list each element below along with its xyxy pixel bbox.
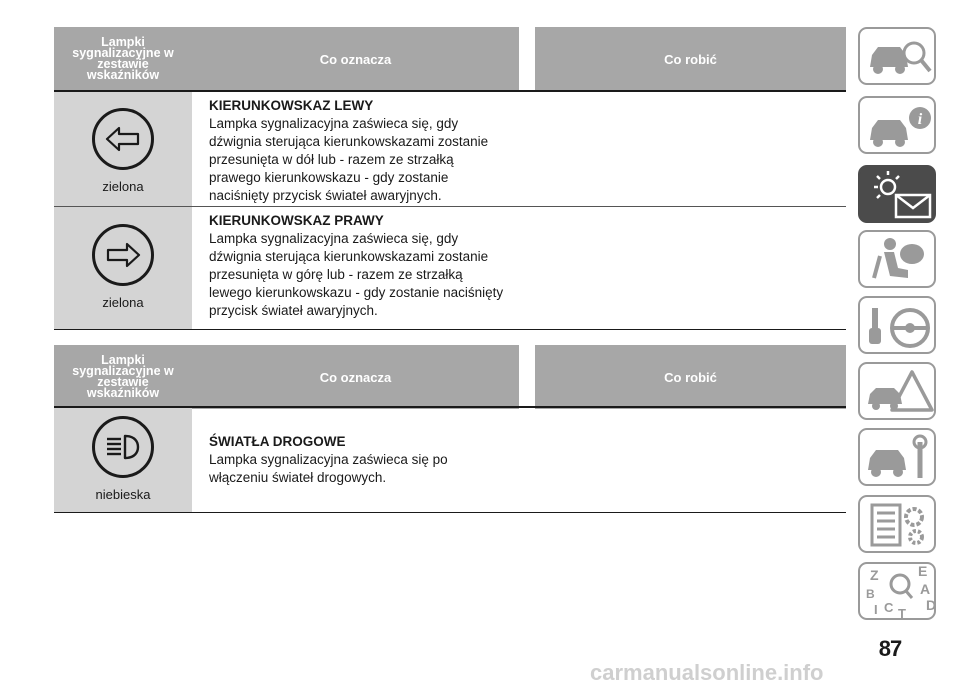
table-header [54,27,846,91]
table-row [54,408,846,512]
index-letter: E [918,564,928,579]
tab-warning-lights[interactable] [858,165,936,223]
tab-emergency[interactable] [858,362,936,420]
table-bottom-rule [54,512,846,513]
row-title: KIERUNKOWSKAZ LEWY [209,98,374,113]
index-letter: C [884,600,894,615]
car-accident-warning-icon [860,364,938,422]
header-lamps [54,345,192,409]
car-wrench-icon [860,430,938,488]
index-letter: Z [870,567,879,583]
header-lamps [54,27,192,91]
tab-technical-data[interactable] [858,495,936,553]
tab-index[interactable] [858,562,936,620]
index-letter: I [874,602,878,617]
row-text: Lampka sygnalizacyjna zaświeca się po włączeniu świateł drogowych. [209,452,448,485]
key-steering-wheel-icon [860,298,938,356]
table-row [54,207,846,329]
row-description [209,97,529,205]
page-number: 87 [878,636,902,661]
lamp-color-label: zielona [102,295,144,310]
index-letter: D [926,597,937,613]
row-text: Lampka sygnalizacyjna zaświeca się, gdy dźwignia sterująca kierunkowskazami zostanie przesunięta w dół lub - razem ze strzałką prawego kierunkowskazu - gdy zostanie naciśnięty przycisk świateł awaryjnych. [209,116,489,203]
header-lamps-line: sygnalizacyjne w [72,364,174,378]
warning-light-message-icon [860,167,938,225]
index-letter: T [898,606,906,621]
watermark: carmanualsonline.info [590,660,824,685]
tab-maintenance[interactable] [858,428,936,486]
header-meaning: Co oznacza [192,345,519,409]
arrow-right-icon [92,224,154,286]
row-description [209,212,529,320]
header-lamps-line: zestawie [97,375,149,389]
header-lamps-line: zestawie [97,57,149,71]
svg-text:i: i [917,111,923,128]
list-gears-icon [860,497,938,555]
header-lamps-line: wskaźników [86,386,160,400]
header-lamps-line: Lampki [101,353,145,367]
icon-cell [54,92,192,206]
lamp-color-label: niebieska [95,487,151,502]
airbag-seat-icon [860,232,938,290]
arrow-left-icon [92,108,154,170]
warning-lights-table-2 [54,345,846,502]
alphabet-index-icon [860,564,938,622]
high-beam-icon [92,416,154,478]
warning-lights-table-1 [54,27,846,318]
header-lamps-line: Lampki [101,35,145,49]
row-title: ŚWIATŁA DROGOWE [209,434,346,449]
table-row [54,92,846,206]
header-lamps-line: wskaźników [86,68,160,82]
lamp-color-label: zielona [102,179,144,194]
car-search-icon [860,29,938,87]
header-action: Co robić [535,345,846,409]
car-info-icon [860,98,938,156]
index-letter: B [866,587,875,601]
header-meaning: Co oznacza [192,27,519,91]
tab-car-info[interactable] [858,96,936,154]
table-header [54,345,846,409]
row-title: KIERUNKOWSKAZ PRAWY [209,213,384,228]
index-letter: A [920,581,931,597]
tab-starting-driving[interactable] [858,296,936,354]
table-bottom-rule [54,329,846,330]
row-text: Lampka sygnalizacyjna zaświeca się, gdy dźwignia sterująca kierunkowskazami zostanie przesunięta w górę lub - razem ze strzałką lewego kierunkowskazu - gdy zostanie naciśnięty przycisk świateł awaryjnych. [209,231,504,318]
row-description [209,433,529,487]
icon-cell [54,408,192,512]
header-action: Co robić [535,27,846,91]
tab-safety[interactable] [858,230,936,288]
header-lamps-line: sygnalizacyjne w [72,46,174,60]
tab-car-search[interactable] [858,27,936,85]
icon-cell [54,207,192,329]
